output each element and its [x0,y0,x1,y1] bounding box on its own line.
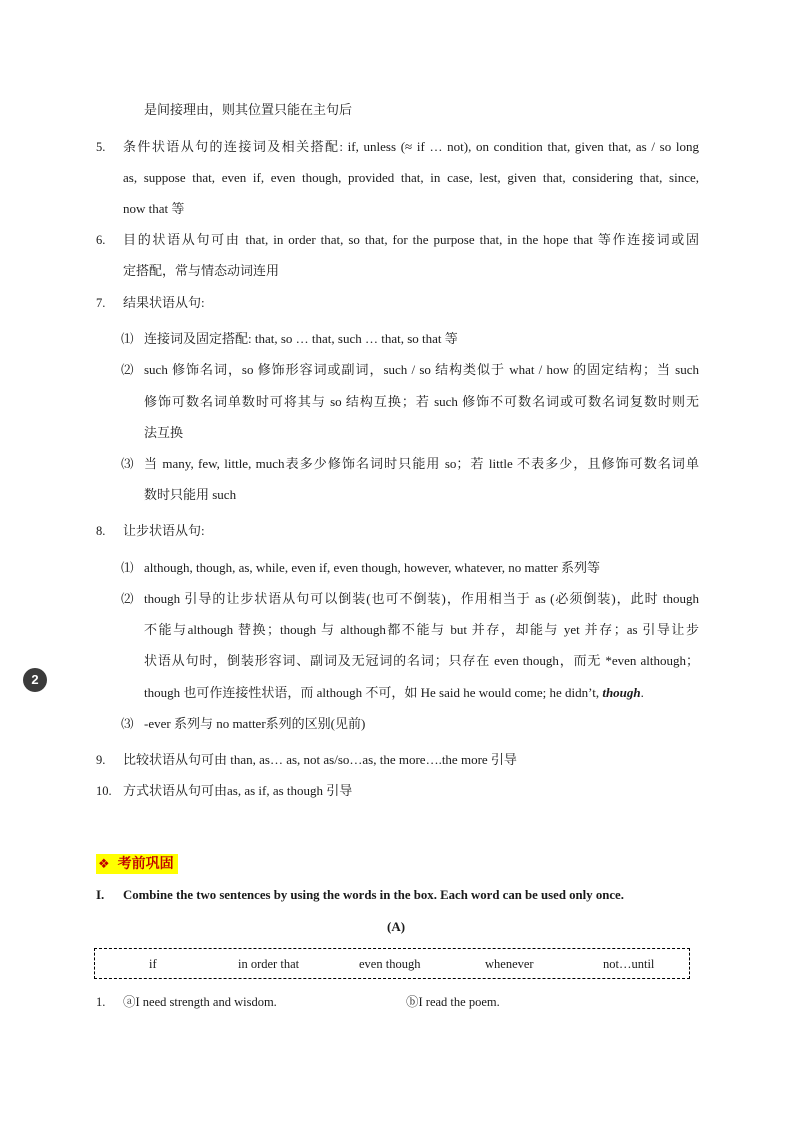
word-box-item: not…until [603,957,655,971]
text-line: 条件状语从句的连接词及相关搭配: if, unless (≈ if … not), on condition that, given that, as / so long [123,139,699,154]
word-box-item: even though [359,957,421,971]
text-line: 方式状语从句可由as, as if, as though 引导 [123,783,353,798]
section-heading-text: 考前巩固 [117,856,174,872]
sub-item-number: ⑶ [121,717,134,731]
text-line: as, suppose that, even if, even though, provided that, in case, lest, given that, considering that, since, [123,170,699,185]
word-box-item: if [149,957,157,971]
text-line: 比较状语从句可由 than, as… as, not as/so…as, the more….the more 引导 [123,752,517,767]
question-number: 1. [96,995,106,1009]
text-line: 目的状语从句可由 that, in order that, so that, for the purpose that, in the hope that 等作连接词或固 [123,232,699,247]
exercise-instruction: Combine the two sentences by using the words in the box. Each word can be used only once. [123,888,624,902]
text-line: 不能与although 替换；though 与 although都不能与 but 并存，却能与 yet 并存；as 引导让步 [144,622,699,637]
text-line-part: though 也可作连接性状语，而 although 不可，如 He said he would come; he didn’t, [144,685,600,700]
emphasis-word: though [602,685,641,700]
item-number: 8. [96,524,106,538]
text-line: now that 等 [123,201,185,216]
text-line: 结果状语从句: [123,295,205,310]
item-number: 7. [96,296,106,310]
exercise-label: (A) [387,919,406,934]
sub-item-number: ⑵ [121,363,134,377]
text-line: 连接词及固定搭配: that, so … that, such … that, so that 等 [144,331,458,346]
text-line: 法互换 [144,425,184,440]
word-box-item: in order that [238,957,300,971]
item-number: 10. [96,784,112,798]
sub-item-number: ⑴ [121,332,134,346]
section-heading [96,854,178,874]
text-line: 修饰可数名词单数时可将其与 so 结构互换；若 such 修饰不可数名词或可数名词复数时则无 [144,394,699,409]
text-line: 状语从句时，倒装形容词、副词及无冠词的名词；只存在 even though，而无 *even although； [144,653,699,668]
text-line-part: . [640,685,644,700]
text-line: 定搭配，常与情态动词连用 [123,263,280,278]
text-line: although, though, as, while, even if, even though, however, whatever, no matter 系列等 [144,560,601,575]
text-line: such 修饰名词，so 修饰形容词或副词，such / so 结构类似于 what / how 的固定结构；当 such [144,362,699,377]
text-line: 让步状语从句: [123,523,205,538]
text-line: -ever 系列与 no matter系列的区别(见前) [144,716,366,731]
word-box-item: whenever [485,957,534,971]
sub-item-number: ⑶ [121,457,134,471]
question-sentence-b: ⓑI read the poem. [406,995,500,1009]
text-line [144,684,644,702]
sub-item-number: ⑵ [121,592,134,606]
text-line: 数时只能用 such [144,487,237,502]
item-number: 9. [96,753,106,767]
sub-item-number: ⑴ [121,561,134,575]
word-box [94,948,690,979]
text-line: 当 many, few, little, much表多少修饰名词时只能用 so；若 little 不表多少，且修饰可数名词单 [144,456,699,471]
exercise-roman-number: I. [96,887,105,902]
text-line: though 引导的让步状语从句可以倒装(也可不倒装)，作用相当于 as (必须倒装)，此时 though [144,591,699,606]
diamond-bullet-icon: ❖ [98,857,110,872]
page-number-badge: 2 [23,668,47,692]
item-number: 5. [96,140,106,154]
item-number: 6. [96,233,106,247]
question-sentence-a: ⓐI need strength and wisdom. [123,995,277,1009]
text-line: 是间接理由，则其位置只能在主句后 [144,102,353,117]
